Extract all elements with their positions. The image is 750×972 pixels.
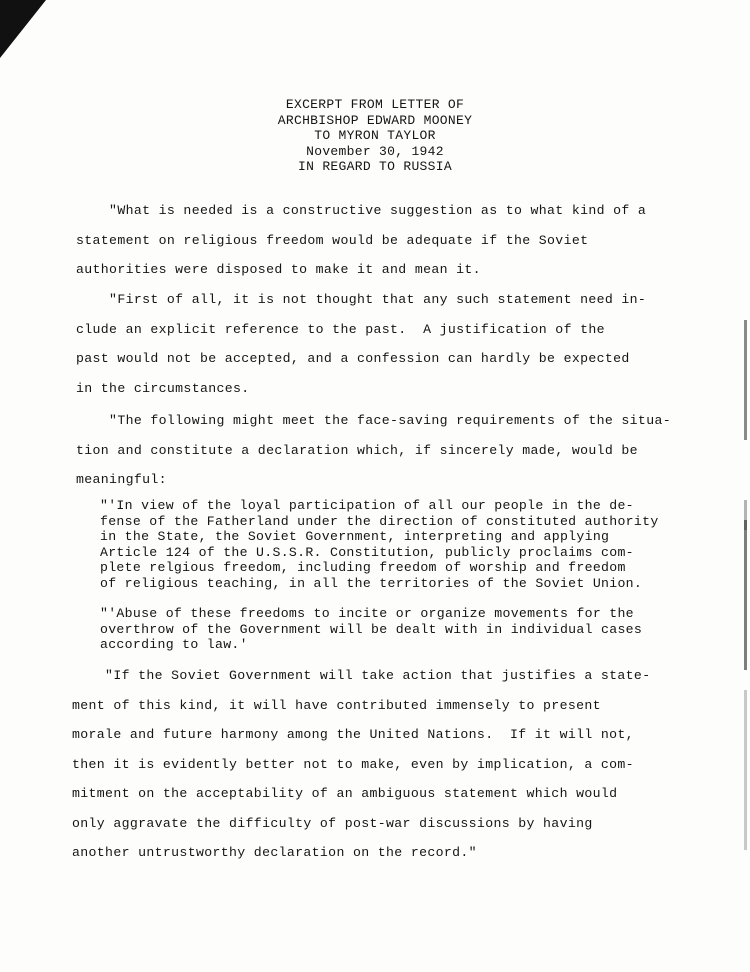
paragraph-line: authorities were disposed to make it and mean it. <box>76 262 481 277</box>
scan-edge-mark <box>744 520 747 670</box>
paragraph-line: clude an explicit reference to the past. A justification of the <box>76 321 605 337</box>
paragraph-first-of-all <box>76 285 712 403</box>
document-heading <box>210 97 540 175</box>
paragraph-what-is-needed <box>76 196 712 285</box>
heading-line: ARCHBISHOP EDWARD MOONEY <box>277 112 473 128</box>
quote-line: according to law.' <box>100 637 248 653</box>
paragraph-closing <box>72 661 708 868</box>
heading-line: EXCERPT FROM LETTER OF <box>285 97 465 112</box>
quote-line: overthrow of the Government will be dealt with in individual cases <box>100 621 643 637</box>
quote-line: in the State, the Soviet Government, interpreting and applying <box>100 529 610 545</box>
quoted-declaration <box>100 498 712 592</box>
paragraph-line: then it is evidently better not to make, even by implication, a com- <box>72 756 634 772</box>
paragraph-line: in the circumstances. <box>76 380 250 396</box>
paragraph-line: tion and constitute a declaration which, if sincerely made, would be <box>76 442 638 458</box>
paragraph-following-might <box>76 406 712 495</box>
scan-edge-mark <box>744 320 747 440</box>
quote-line: plete relgious freedom, including freedom of worship and freedom <box>100 560 626 576</box>
paragraph-line: "What is needed is a constructive suggestion as to what kind of a <box>76 203 647 218</box>
paragraph-line: "First of all, it is not thought that any such statement need in- <box>76 292 647 307</box>
scan-corner-fold <box>0 0 46 58</box>
quote-line: of religious teaching, in all the territories of the Soviet Union. <box>100 575 643 591</box>
quote-line: Article 124 of the U.S.S.R. Constitution, publicly proclaims com- <box>100 544 634 560</box>
paragraph-line: mitment on the acceptability of an ambiguous statement which would <box>72 786 618 801</box>
heading-line: TO MYRON TAYLOR <box>314 128 436 143</box>
paragraph-line: morale and future harmony among the United Nations. If it will not, <box>72 727 634 742</box>
quote-line: "'In view of the loyal participation of all our people in the de- <box>100 498 634 513</box>
paragraph-line: "The following might meet the face-saving requirements of the situa- <box>76 413 671 428</box>
paragraph-line: another untrustworthy declaration on the record." <box>72 845 477 860</box>
paragraph-line: past would not be accepted, and a confession can hardly be expected <box>76 351 630 366</box>
quote-line: "'Abuse of these freedoms to incite or organize movements for the <box>100 606 634 621</box>
quoted-abuse-clause <box>100 606 712 653</box>
paragraph-line: ment of this kind, it will have contributed immensely to present <box>72 697 601 713</box>
paragraph-line: "If the Soviet Government will take action that justifies a state- <box>72 668 651 683</box>
paragraph-line: meaningful: <box>76 472 167 487</box>
paragraph-line: statement on religious freedom would be adequate if the Soviet <box>76 232 589 248</box>
quote-line: fense of the Fatherland under the direction of constituted authority <box>100 513 659 529</box>
paragraph-line: only aggravate the difficulty of post-war discussions by having <box>72 815 593 831</box>
heading-line: IN REGARD TO RUSSIA <box>298 159 452 174</box>
heading-line: November 30, 1942 <box>306 143 444 159</box>
scan-edge-mark <box>744 690 747 850</box>
